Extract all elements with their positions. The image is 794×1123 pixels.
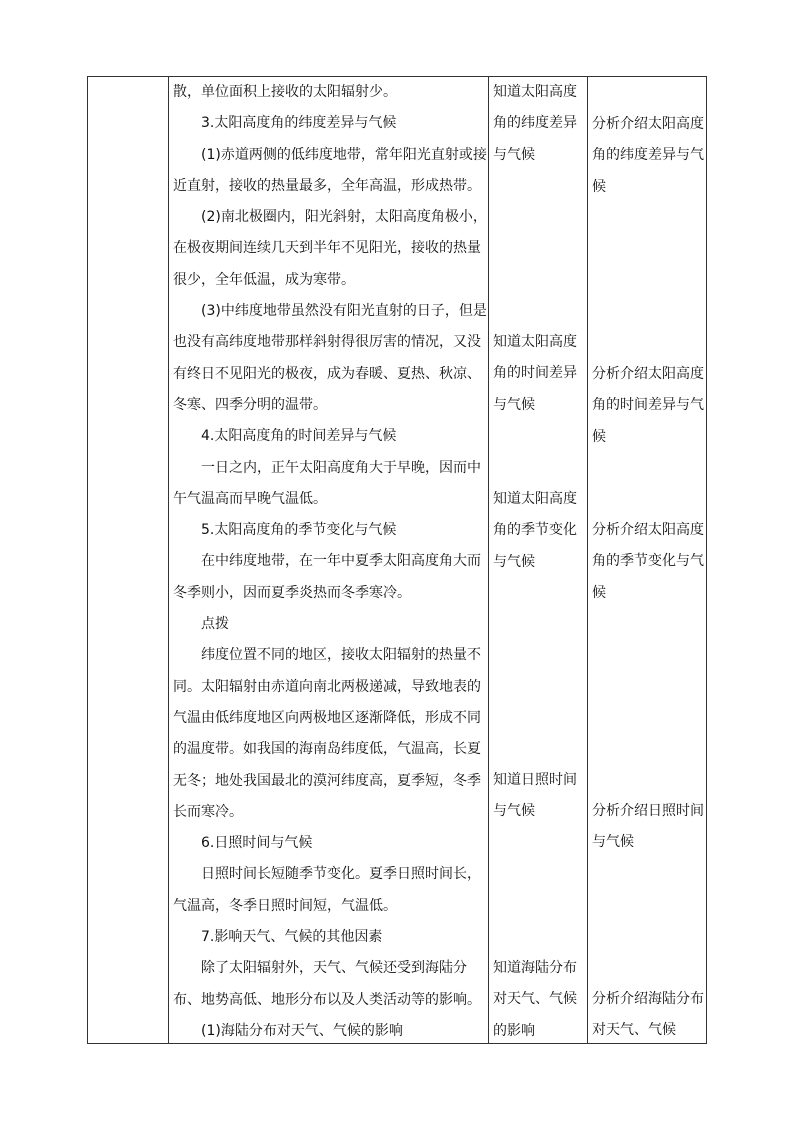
section-heading: 4.太阳高度角的时间差异与气候 [201, 428, 397, 445]
teacher-activity: 分析介绍日照时间与气候 [592, 803, 704, 851]
teacher-activity-column [592, 77, 704, 1043]
section-heading: 6.日照时间与气候 [201, 835, 313, 852]
lesson-plan-table [87, 76, 707, 1044]
teacher-activity: 分析介绍太阳高度角的纬度差异与气候 [592, 116, 704, 195]
content-paragraph: (1)海陆分布对天气、气候的影响 [201, 1022, 403, 1039]
content-column [173, 77, 487, 1047]
column-divider [587, 77, 588, 1043]
column-divider [488, 77, 489, 1043]
student-activity-column [493, 77, 587, 1043]
content-paragraph: 日照时间长短随季节变化。夏季日照时间长，气温高，冬季日照时间短，气温低。 [173, 866, 481, 914]
content-paragraph: 散，单位面积上接收的太阳辐射少。 [173, 84, 397, 100]
tip-heading: 点拨 [201, 616, 229, 633]
section-heading: 7.影响天气、气候的其他因素 [201, 929, 383, 946]
content-paragraph: 在中纬度地带，在一年中夏季太阳高度角大而冬季则小，因而夏季炎热而冬季寒冷。 [173, 553, 481, 601]
student-activity: 知道日照时间与气候 [493, 772, 577, 820]
student-activity: 知道太阳高度角的季节变化与气候 [493, 491, 577, 570]
section-heading: 3.太阳高度角的纬度差异与气候 [201, 115, 397, 132]
content-paragraph: (1)赤道两侧的低纬度地带，常年阳光直射或接近直射，接收的热量最多，全年高温，形成热带。 [173, 146, 487, 194]
content-paragraph: 一日之内，正午太阳高度角大于早晚，因而中午气温高而早晚气温低。 [173, 459, 481, 507]
content-paragraph: 纬度位置不同的地区，接收太阳辐射的热量不同。太阳辐射由赤道向南北两极递减，导致地表的气温由低纬度地区向两极地区逐渐降低，形成不同的温度带。如我国的海南岛纬度低，气温高，长夏无冬；地处我国最北的漠河纬度高，夏季短，冬季长而寒冷。 [173, 647, 481, 820]
content-paragraph: (2)南北极圈内，阳光斜射，太阳高度角极小，在极夜期间连续几天到半年不见阳光，接收的热量很少，全年低温，成为寒带。 [173, 209, 487, 288]
content-paragraph: (3)中纬度地带虽然没有阳光直射的日子，但是也没有高纬度地带那样斜射得很厉害的情况，又没有终日不见阳光的极夜，成为春暖、夏热、秋凉、冬寒、四季分明的温带。 [173, 303, 487, 413]
student-activity: 知道太阳高度角的时间差异与气候 [493, 334, 577, 413]
teacher-activity: 分析介绍太阳高度角的季节变化与气候 [592, 522, 704, 601]
content-paragraph: 除了太阳辐射外，天气、气候还受到海陆分布、地势高低、地形分布以及人类活动等的影响。 [173, 960, 481, 1008]
section-heading: 5.太阳高度角的季节变化与气候 [201, 522, 397, 539]
student-activity: 知道海陆分布对天气、气候的影响 [493, 960, 577, 1039]
teacher-activity: 分析介绍太阳高度角的时间差异与气候 [592, 366, 704, 445]
teacher-activity: 分析介绍海陆分布对天气、气候 [592, 991, 704, 1039]
column-divider [168, 77, 169, 1043]
student-activity: 知道太阳高度角的纬度差异与气候 [493, 84, 577, 163]
